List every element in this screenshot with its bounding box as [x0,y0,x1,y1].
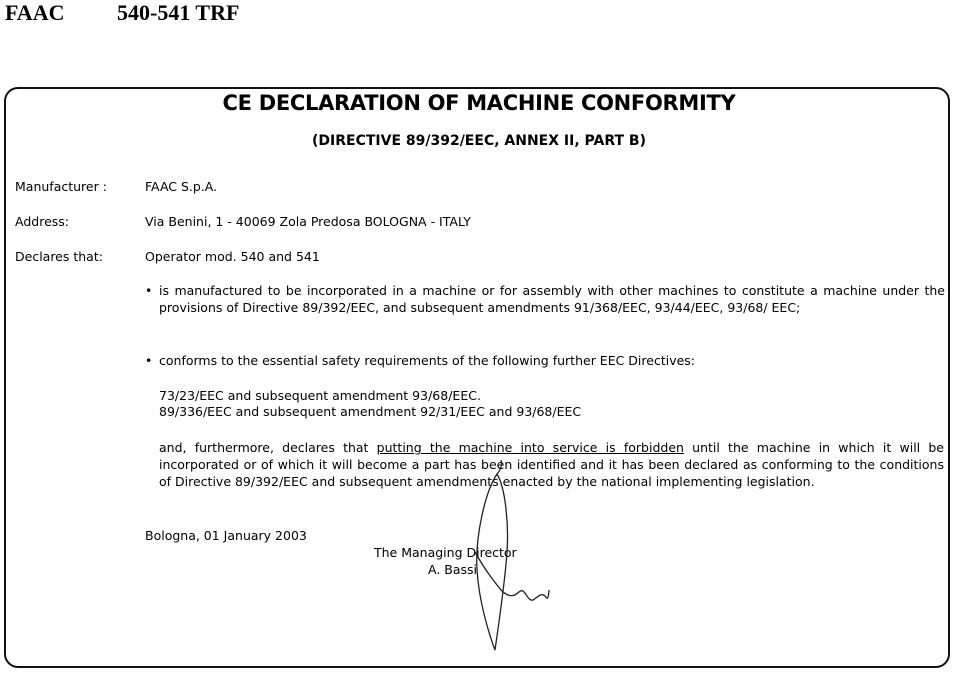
declares-value: Operator mod. 540 and 541 [145,249,320,264]
address-value: Via Benini, 1 - 40069 Zola Predosa BOLOGNA - ITALY [145,214,471,229]
declaration-title: CE DECLARATION OF MACHINE CONFORMITY [222,91,736,115]
directive-line-2: 89/336/EEC and subsequent amendment 92/31/EEC and 93/68/EEC [159,404,582,419]
paragraph-lead: and, furthermore, declares that [159,440,377,455]
place-date: Bologna, 01 January 2003 [145,528,307,543]
address-label: Address: [15,214,69,229]
header-brand: FAAC [5,0,65,25]
directive-line-1: 73/23/EEC and subsequent amendment 93/68/EEC. [159,388,481,403]
manufacturer-value: FAAC S.p.A. [145,179,218,194]
bullet-dot: • [145,353,153,368]
signatory-name: A. Bassi [428,562,478,577]
declares-label: Declares that: [15,249,103,264]
signatory-title: The Managing Director [374,545,517,560]
manufacturer-label: Manufacturer : [15,179,107,194]
bullet-dot: • [145,283,153,298]
bullet-conforms [145,352,945,369]
paragraph-underlined: putting the machine into service is forbidden [376,440,684,455]
paragraph-rest: until the machine in which it will be incorporated or of which it will become a part has been identified and it has been declared as conforming to the conditions of Directive 89/392/EEC and subsequent amendments enacted by the national implementing legislation. [159,440,944,489]
handwritten-signature [455,452,565,662]
header-model: 540-541 TRF [117,0,240,25]
bullet-manufactured-text: is manufactured to be incorporated in a machine or for assembly with other machines to constitute a machine under the provisions of Directive 89/392/EEC, and subsequent amendments 91/368/EEC, 93/44/EEC, 93/68/ EEC; [159,283,945,315]
bullet-conforms-text: conforms to the essential safety requirements of the following further EEC Directives: [159,353,696,368]
bullet-manufactured [145,282,945,316]
declaration-subtitle: (DIRECTIVE 89/392/EEC, ANNEX II, PART B) [312,133,646,149]
